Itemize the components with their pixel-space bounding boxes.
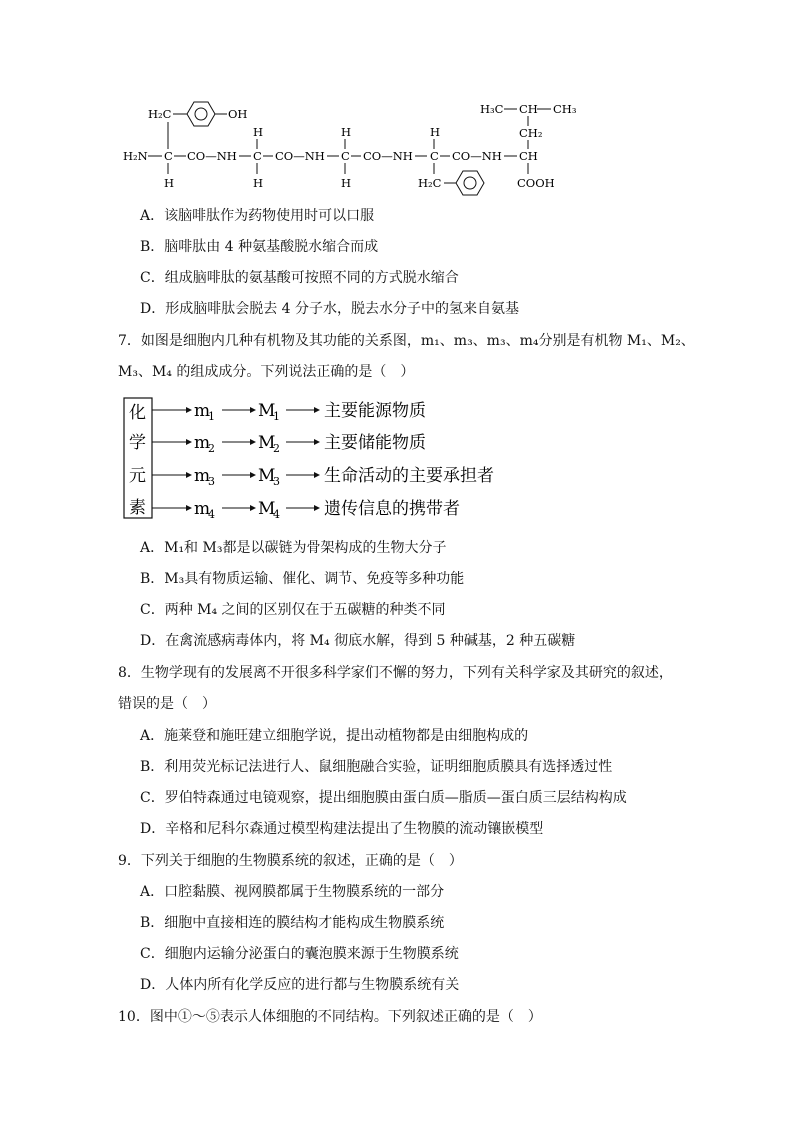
chem-label-h3c: H₃C [480,102,504,116]
q7-option-c: C．两种 M₄ 之间的区别仅在于五碳糖的种类不同 [140,602,446,618]
diagram-m3-sub: 3 [208,475,215,488]
diagram-func-3: 生命活动的主要承担者 [324,466,494,486]
chem-label-c1: C [164,149,173,163]
chem-label-ch-main: CH [519,149,538,163]
chem-label-ch2: CH₂ [519,126,543,140]
chem-label-conh2: CO—NH [275,149,325,163]
organic-compound-diagram [118,396,518,526]
diagram-m2: m [194,433,211,453]
peptide-structure-diagram [115,92,605,197]
diagram-box-char-1: 化 [129,403,146,423]
diagram-m4: m [194,499,211,519]
q7-option-d: D．在禽流感病毒体内，将 M₄ 彻底水解，得到 5 种碱基，2 种五碳糖 [140,633,576,649]
q10-stem: 10．图中①～⑤表示人体细胞的不同结构。下列叙述正确的是（ ） [118,1009,542,1025]
chem-label-h2: H [253,125,264,139]
diagram-M2-sub: 2 [273,442,280,455]
diagram-m3: m [194,466,211,486]
chem-label-h4: H [341,125,352,139]
chem-label-c4: C [430,149,439,163]
q8-option-b: B．利用荧光标记法进行人、鼠细胞融合实验，证明细胞质膜具有选择透过性 [140,759,613,775]
q9-option-d: D．人体内所有化学反应的进行都与生物膜系统有关 [140,977,460,993]
q9-option-a: A．口腔黏膜、视网膜都属于生物膜系统的一部分 [140,884,445,900]
diagram-M1: M [258,401,276,421]
diagram-m1: m [194,401,211,421]
chem-label-h1: H [164,176,175,190]
diagram-box-char-3: 元 [129,466,146,486]
diagram-M4-sub: 4 [273,508,280,521]
chem-label-h5: H [341,176,352,190]
diagram-M3-sub: 3 [273,475,280,488]
chem-label-conh3: CO—NH [363,149,413,163]
q8-stem-line2: 错误的是（ ） [118,696,216,712]
diagram-func-4: 遗传信息的携带者 [324,499,460,519]
diagram-row-4 [152,499,460,521]
diagram-row-3 [152,466,494,488]
diagram-row-1 [152,401,426,423]
chem-label-conh4: CO—NH [452,149,502,163]
chem-label-h3: H [253,176,264,190]
diagram-func-2: 主要储能物质 [324,433,426,453]
chem-label-conh1: CO—NH [187,149,237,163]
chem-label-c3: C [341,149,350,163]
q7-stem-line1: 7．如图是细胞内几种有机物及其功能的关系图，m₁、m₃、m₃、m₄分别是有机物 M₁、M₂、 [118,333,695,349]
chem-label-c2: C [253,149,262,163]
q8-stem-line1: 8．生物学现有的发展离不开很多科学家们不懈的努力，下列有关科学家及其研究的叙述， [118,665,673,681]
chem-label-ch: CH [519,102,538,116]
q8-option-a: A．施莱登和施旺建立细胞学说，提出动植物都是由细胞构成的 [140,728,529,744]
diagram-m4-sub: 4 [208,508,215,521]
q8-option-d: D．辛格和尼科尔森通过模型构建法提出了生物膜的流动镶嵌模型 [140,821,544,837]
diagram-M2: M [258,433,276,453]
q9-option-b: B．细胞中直接相连的膜结构才能构成生物膜系统 [140,915,445,931]
chem-label-h2c-bottom: H₂C [418,176,442,190]
q6-option-b: B．脑啡肽由 4 种氨基酸脱水缩合而成 [140,239,379,255]
chem-label-h6: H [430,125,441,139]
diagram-box-char-2: 学 [129,433,146,453]
q7-option-b: B．M₃具有物质运输、催化、调节、免疫等多种功能 [140,571,465,587]
diagram-row-2 [152,433,426,455]
chem-label-h2n: H₂N [123,149,148,163]
q6-option-d: D．形成脑啡肽会脱去 4 分子水，脱去水分子中的氢来自氨基 [140,301,520,317]
chem-label-oh: OH [228,107,248,121]
diagram-func-1: 主要能源物质 [324,401,426,421]
chem-label-h2c-top: H₂C [148,107,172,121]
q8-option-c: C．罗伯特森通过电镜观察，提出细胞膜由蛋白质—脂质—蛋白质三层结构构成 [140,790,627,806]
diagram-m1-sub: 1 [208,410,215,423]
chem-label-cooh: COOH [517,176,555,190]
q6-option-a: A．该脑啡肽作为药物使用时可以口服 [140,208,375,224]
diagram-box-char-4: 素 [129,498,146,518]
diagram-M4: M [258,499,276,519]
chem-label-ch3: CH₃ [553,102,577,116]
diagram-M3: M [258,466,276,486]
q7-stem-line2: M₃、M₄ 的组成成分。下列说法正确的是（ ） [118,364,415,380]
q9-option-c: C．细胞内运输分泌蛋白的囊泡膜来源于生物膜系统 [140,946,459,962]
diagram-m2-sub: 2 [208,442,215,455]
diagram-M1-sub: 1 [273,410,280,423]
q7-option-a: A．M₁和 M₃都是以碳链为骨架构成的生物大分子 [140,540,447,556]
q9-stem: 9．下列关于细胞的生物膜系统的叙述，正确的是（ ） [118,853,463,869]
q6-option-c: C．组成脑啡肽的氨基酸可按照不同的方式脱水缩合 [140,270,459,286]
